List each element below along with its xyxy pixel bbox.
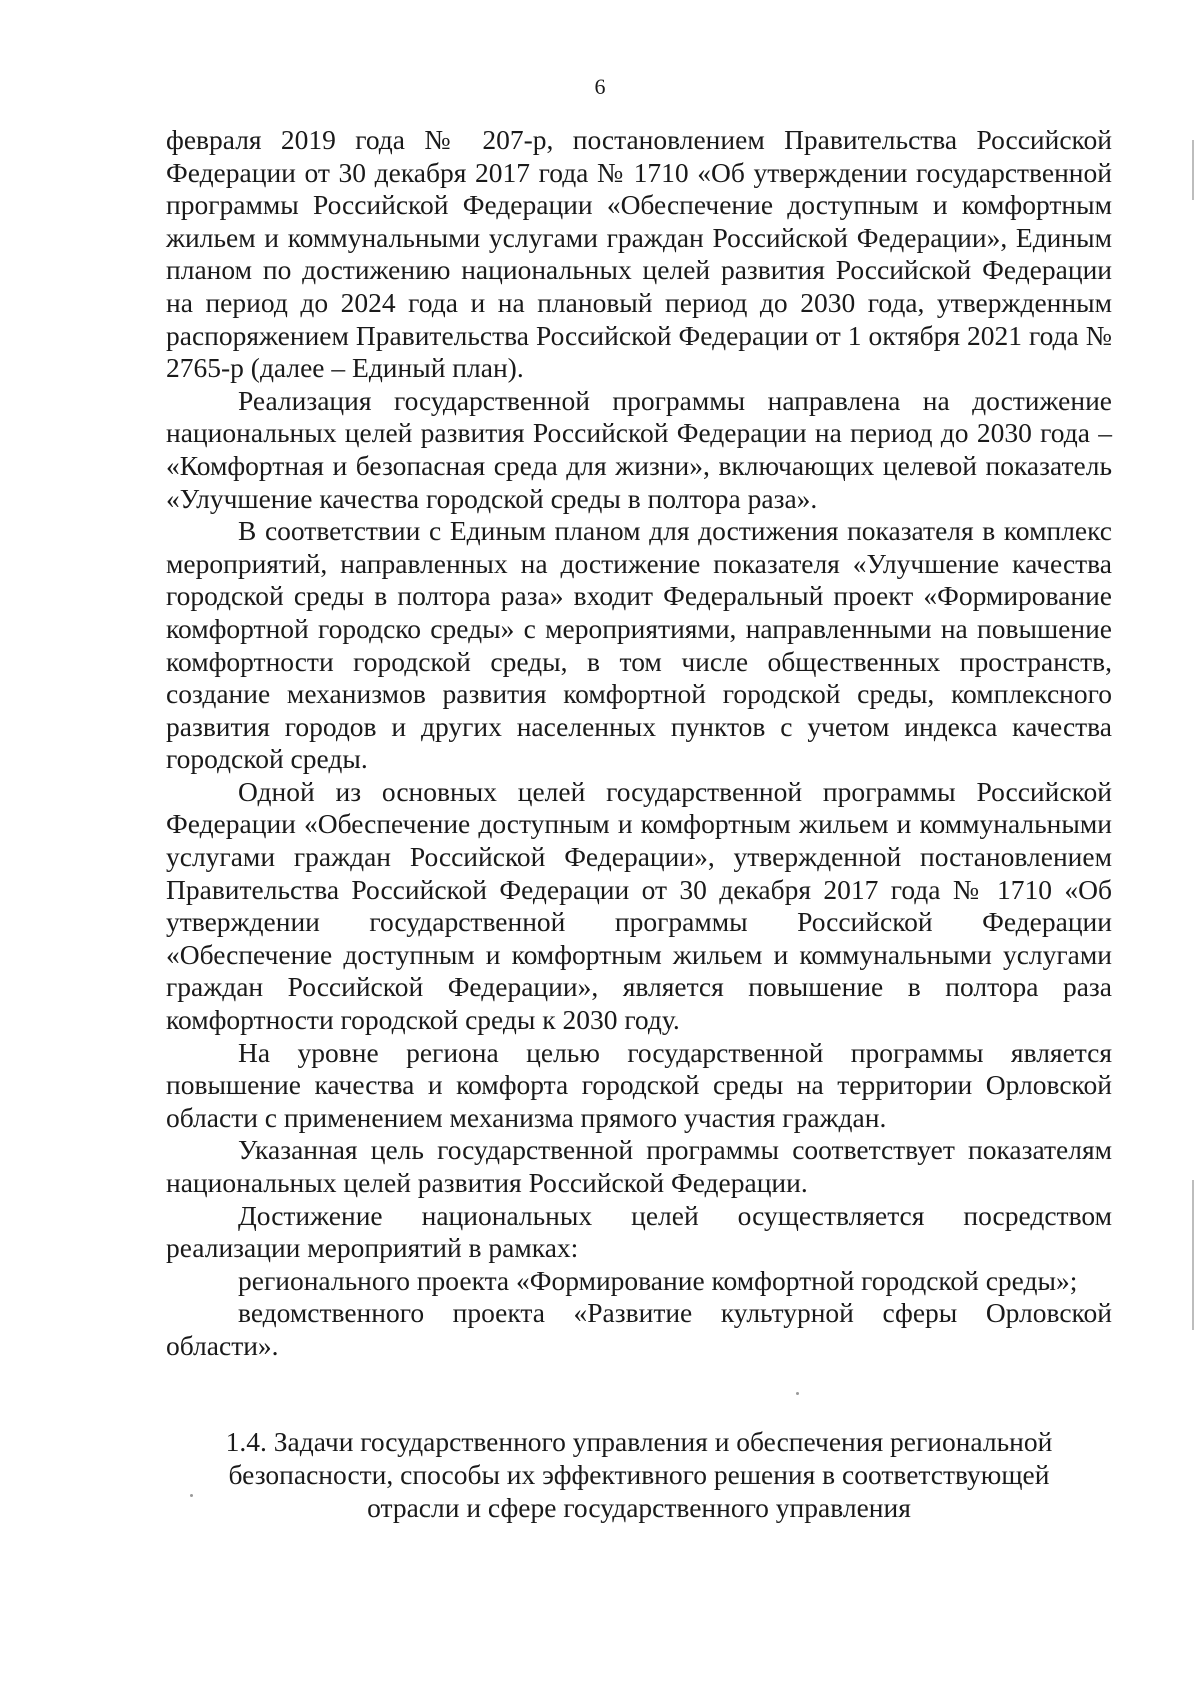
- scan-speck: [796, 1392, 799, 1395]
- paragraph-2: Реализация государственной программы направлена на достижение национальных целей развития Российской Федерации на период до 2030 года – «Комфортная и безопасная среда для жизни», включающих целевой показатель «Улучшение качества городской среды в полтора раза».: [166, 384, 1112, 514]
- paragraph-7: Достижение национальных целей осуществляется посредством реализации мероприятий в рамках:: [166, 1199, 1112, 1264]
- section-heading-line-2: безопасности, способы их эффективного решения в соответствующей: [228, 1459, 1050, 1490]
- document-body: [166, 124, 1112, 1363]
- paragraph-1: февраля 2019 года № 207-р, постановлением Правительства Российской Федерации от 30 декабря 2017 года № 1710 «Об утверждении государственной программы Российской Федерации «Обеспечение доступным и комфортным жильем и коммунальными услугами граждан Российской Федерации», Единым планом по достижению национальных целей развития Российской Федерации на период до 2024 года и на плановый период до 2030 года, утвержденным распоряжением Правительства Российской Федерации от 1 октября 2021 года № 2765-р (далее – Единый план).: [166, 124, 1112, 384]
- paragraph-5: На уровне региона целью государственной программы является повышение качества и комфорта городской среды на территории Орловской области с применением механизма прямого участия граждан.: [166, 1036, 1112, 1133]
- paragraph-8: регионального проекта «Формирование комфортной городской среды»;: [238, 1264, 1078, 1296]
- paragraph-3: В соответствии с Единым планом для достижения показателя в комплекс мероприятий, направленных на достижение показателя «Улучшение качества городской среды в полтора раза» входит Федеральный проект «Формирование комфортной городско среды» с мероприятиями, направленными на повышение комфортности городской среды, в том числе общественных пространств, создание механизмов развития комфортной городской среды, комплексного развития городов и других населенных пунктов с учетом индекса качества городской среды.: [166, 515, 1112, 775]
- section-heading-line-3: отрасли и сфере государственного управления: [367, 1492, 911, 1523]
- paragraph-6: Указанная цель государственной программы соответствует показателям национальных целей развития Российской Федерации.: [166, 1134, 1112, 1198]
- section-heading-line-1: 1.4. Задачи государственного управления и обеспечения региональной: [225, 1426, 1053, 1457]
- scan-edge-mark: [1192, 1180, 1194, 1330]
- scan-edge-mark: [1192, 140, 1194, 200]
- section-heading: [166, 1425, 1112, 1524]
- page-number: 6: [594, 74, 606, 99]
- scan-speck: [190, 1494, 193, 1497]
- paragraph-4: Одной из основных целей государственной программы Российской Федерации «Обеспечение доступным и комфортным жильем и коммунальными услугами граждан Российской Федерации», утвержденной постановлением Правительства Российской Федерации от 30 декабря 2017 года № 1710 «Об утверждении государственной программы Российской Федерации «Обеспечение доступным и комфортным жильем и коммунальными услугами граждан Российской Федерации», является повышение в полтора раза комфортности городской среды к 2030 году.: [166, 775, 1112, 1036]
- paragraph-9: ведомственного проекта «Развитие культурной сферы Орловской области».: [166, 1297, 1112, 1361]
